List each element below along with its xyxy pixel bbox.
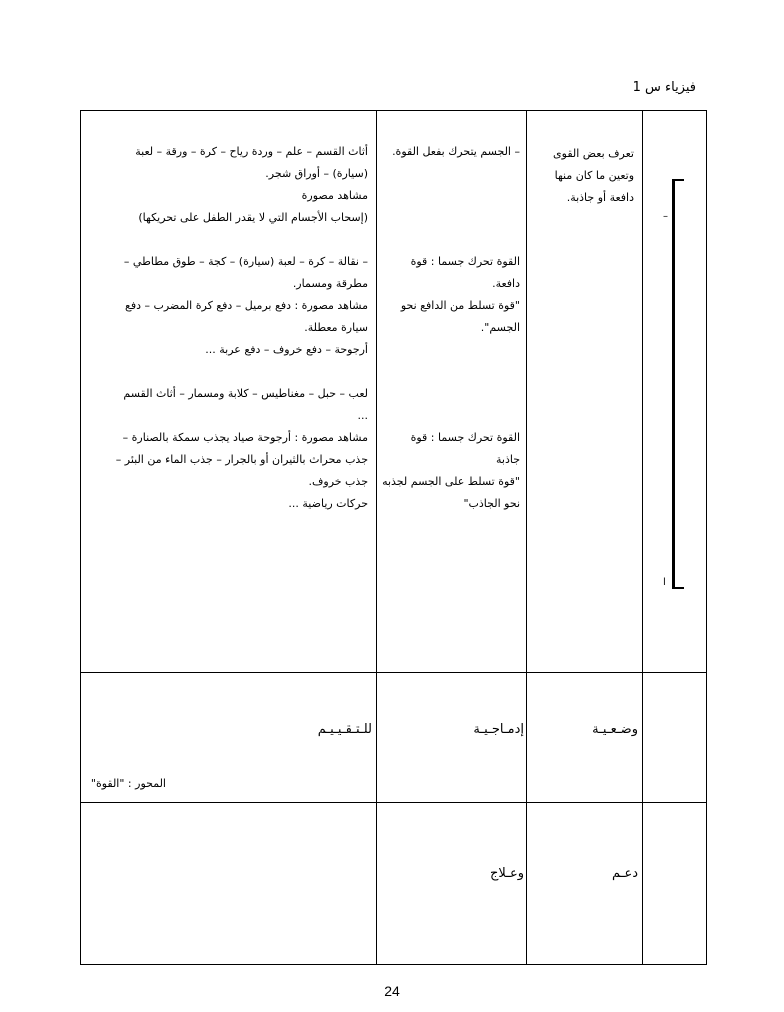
remediation-middle-cell [377, 803, 527, 965]
evaluation-row [81, 673, 707, 803]
content-row [81, 111, 707, 673]
activity-line: (إسحاب الأجسام التي لا يقدر الطفل على تحريكها) [138, 211, 368, 224]
bracket-mark-top: – [663, 211, 668, 222]
concepts-cell [377, 111, 527, 673]
remediation-left-cell [81, 803, 377, 965]
evaluation-middle-cell [377, 673, 527, 803]
concept-line: دافعة. [492, 277, 520, 290]
activities-paragraph-3 [85, 383, 368, 515]
page-number: 24 [384, 983, 400, 999]
concept-line: "قوة تسلط من الدافع نحو [400, 299, 520, 312]
activity-line: جذب خروف. [308, 475, 368, 488]
activity-line: (سيارة) – أوراق شجر. [265, 167, 368, 180]
evaluation-label-middle: إدمـاجـيـة [473, 722, 524, 737]
objective-line: تعرف بعض القوى [553, 147, 634, 160]
timeline-bracket [643, 111, 707, 671]
evaluation-topic: المحور : "القوة" [90, 777, 166, 790]
activities-paragraph-1 [85, 141, 368, 229]
bracket-mark-bottom: ا [663, 577, 666, 588]
objective-line: دافعة أو جاذبة. [566, 191, 634, 204]
bracket-top-tick [672, 179, 684, 181]
evaluation-left-cell [81, 673, 377, 803]
timeline-cell [643, 111, 707, 673]
evaluation-empty-cell [643, 673, 707, 803]
remediation-label-right: دعـم [611, 866, 638, 881]
remediation-row [81, 803, 707, 965]
bracket-line [672, 179, 675, 589]
remediation-empty-cell [643, 803, 707, 965]
activity-line: مطرقة ومسمار. [292, 277, 368, 290]
activity-line: مشاهد مصورة [301, 189, 368, 202]
activity-line: مشاهد مصورة : دفع برميل – دفع كرة المضرب – دفع [125, 299, 368, 312]
activity-line: أرجوحة – دفع خروف – دفع عربة ... [205, 343, 368, 356]
lesson-table [80, 110, 707, 965]
objective-line: وتعين ما كان منها [554, 169, 634, 182]
concept-intro: – الجسم يتحرك بفعل القوة. [392, 145, 520, 158]
pull-force-block [379, 427, 520, 515]
concept-line: القوة تحرك جسما : قوة [410, 431, 520, 444]
activity-line: لعب – حبل – مغناطيس – كلابة ومسمار – أثاث القسم [123, 387, 368, 400]
concept-line: الجسم". [480, 321, 520, 334]
page-header: فيزياء س 1 [632, 80, 696, 95]
remediation-right-cell [527, 803, 643, 965]
objectives-cell [527, 111, 643, 673]
evaluation-label-right: وضـعـيـة [592, 722, 638, 737]
activities-cell [81, 111, 377, 673]
remediation-label-middle: وعـلاج [490, 866, 524, 881]
activities-paragraph-2 [85, 251, 368, 361]
push-force-block [379, 251, 520, 339]
activity-line: مشاهد مصورة : أرجوحة صياد يجذب سمكة بالصنارة – [122, 431, 368, 444]
activity-line: سيارة معطلة. [304, 321, 368, 334]
evaluation-right-cell [527, 673, 643, 803]
concept-line: "قوة تسلط على الجسم لجذبه [382, 475, 520, 488]
activity-line: أثاث القسم – علم – وردة رياح – كرة – ورقة – لعبة [135, 145, 368, 158]
activity-line: جذب محراث بالثيران أو بالجرار – جذب الماء من البئر – [115, 453, 368, 466]
activity-line: حركات رياضية ... [288, 497, 368, 510]
bracket-bottom-tick [672, 587, 684, 589]
activity-line: ... [357, 409, 368, 422]
concept-line: نحو الجاذب" [463, 497, 520, 510]
evaluation-label-left: للـتـقـيـيـم [317, 722, 372, 737]
concept-line: جاذبة [495, 453, 520, 466]
activity-line: – نقالة – كرة – لعبة (سيارة) – كجة – طوق مطاطي – [123, 255, 368, 268]
concept-line: القوة تحرك جسما : قوة [410, 255, 520, 268]
